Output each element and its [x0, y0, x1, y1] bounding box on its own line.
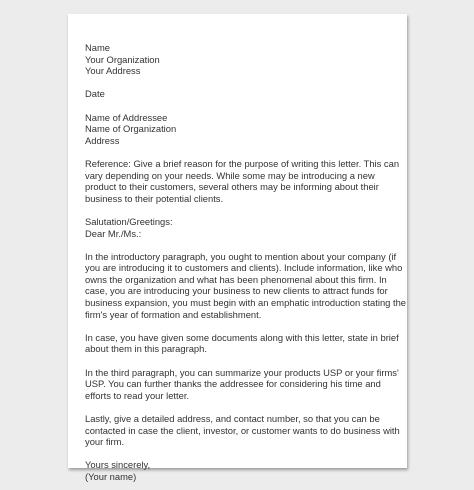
addressee-block — [85, 112, 397, 147]
closing-block — [85, 459, 397, 482]
sender-address: Your Address — [85, 65, 141, 77]
third-line: USP. You can further thanks the addressee for considering his time and — [85, 378, 381, 390]
intro-line: you are introducing it to customers and clients). Include information, like who — [85, 262, 403, 274]
sign-off: Yours sincerely, — [85, 459, 151, 471]
addressee-organization: Name of Organization — [85, 123, 177, 135]
addressee-address: Address — [85, 134, 120, 146]
third-line: efforts to read your letter. — [85, 389, 190, 401]
reference-line: product to their customers, several others may be informing about their — [85, 181, 379, 193]
date-block — [85, 88, 397, 100]
reference-line: business to their potential clients. — [85, 192, 224, 204]
letter-content — [85, 42, 407, 483]
intro-line: business expansion, you must begin with an emphatic introduction stating the — [85, 297, 407, 309]
intro-line: case, you are introducing your business to new clients to attract funds for — [85, 285, 388, 297]
last-line: your firm. — [85, 436, 125, 448]
reference-line: vary depending on your needs. While some may be introducing a new — [85, 169, 375, 181]
last-paragraph — [85, 413, 400, 448]
letter-page — [68, 14, 407, 482]
intro-line: firm's year of formation and establishment. — [85, 308, 262, 320]
sender-organization: Your Organization — [85, 53, 160, 65]
salutation-label: Salutation/Greetings: — [85, 215, 173, 227]
last-line: Lastly, give a detailed address, and contact number, so that you can be — [85, 413, 380, 424]
third-line: In the third paragraph, you can summarize your products USP or your firms' — [85, 366, 399, 378]
salutation-block — [85, 216, 397, 239]
salutation-greeting: Dear Mr./Ms.: — [85, 227, 142, 239]
signature-name: (Your name) — [85, 470, 137, 482]
intro-line: owns the organization and what has been phenomenal about this firm. In — [85, 273, 387, 285]
sender-block — [85, 42, 397, 77]
letter-date: Date — [85, 88, 105, 100]
second-line: In case, you have given some documents along with this letter, state in brief — [85, 331, 399, 343]
intro-line: In the introductory paragraph, you ought to mention about your company (if — [85, 250, 397, 262]
reference-line: Reference: Give a brief reason for the purpose of writing this letter. This can — [85, 157, 400, 169]
third-paragraph — [85, 367, 397, 402]
last-line: contacted in case the client, investor, or customer wants to do business with — [85, 424, 400, 436]
reference-paragraph — [85, 157, 400, 204]
addressee-name: Name of Addressee — [85, 111, 168, 123]
sender-name: Name — [85, 42, 111, 53]
second-line: about them in this paragraph. — [85, 343, 207, 355]
intro-paragraph — [85, 250, 407, 321]
second-paragraph — [85, 332, 397, 355]
